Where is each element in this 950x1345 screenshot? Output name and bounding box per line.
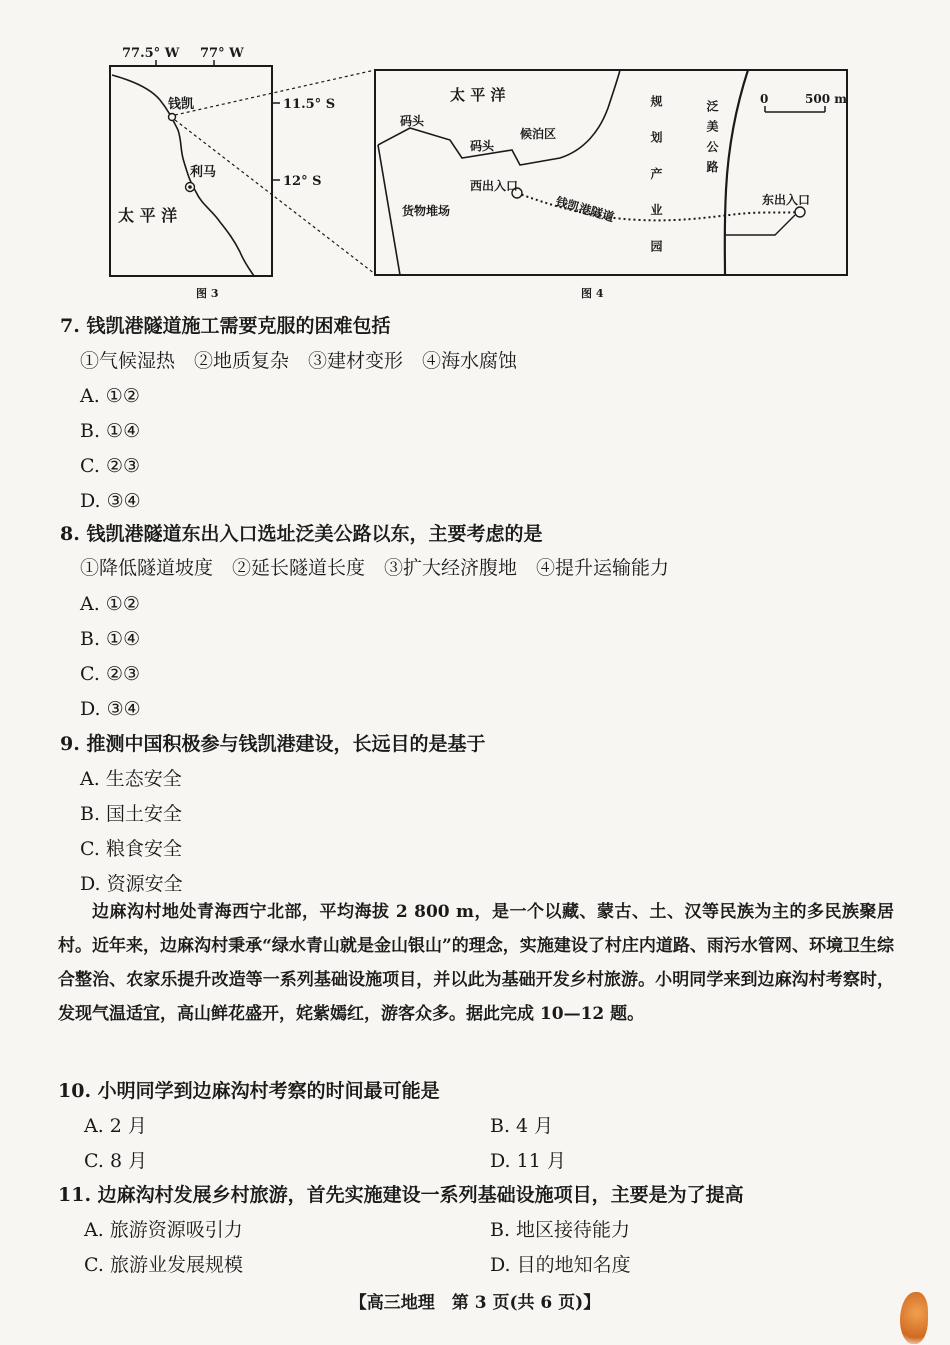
wharf-label-1: 码头 — [400, 114, 425, 128]
q8-option-d: D. ③④ — [80, 698, 141, 720]
lat-label-1: 11.5° S — [283, 97, 336, 112]
q11-stem: 11. 边麻沟村发展乡村旅游，首先实施建设一系列基础设施项目，主要是为了提高 — [58, 1184, 744, 1206]
q8-option-c: C. ②③ — [80, 663, 141, 685]
scale-zero: 0 — [760, 92, 769, 106]
place-lima: 利马 — [190, 165, 217, 180]
q9-option-c: C. 粮食安全 — [80, 838, 182, 860]
figure4-caption: 图 4 — [581, 287, 604, 300]
q7-stem: 7. 钱凯港隧道施工需要克服的困难包括 — [60, 315, 391, 337]
tunnel-label: 钱凯港隧道 — [554, 194, 616, 225]
page-stain — [900, 1292, 928, 1344]
q9-option-a: A. 生态安全 — [80, 768, 182, 790]
wharf-label-2: 码头 — [470, 139, 495, 153]
q7-option-b: B. ①④ — [80, 420, 141, 442]
q8-stem: 8. 钱凯港隧道东出入口选址泛美公路以东，主要考虑的是 — [60, 523, 543, 545]
page-footer: 【高三地理 第 3 页(共 6 页)】 — [349, 1293, 601, 1313]
east-entrance-label: 东出入口 — [762, 193, 811, 207]
qianqai-marker — [169, 114, 176, 121]
cargo-yard-label: 货物堆场 — [402, 204, 451, 218]
q9-option-d: D. 资源安全 — [80, 873, 183, 895]
q7-option-d: D. ③④ — [80, 490, 141, 512]
q10-option-a: A. 2 月 — [84, 1115, 147, 1137]
q7-option-c: C. ②③ — [80, 455, 141, 477]
industrial-park-label: 规 划 产 业 园 — [649, 95, 663, 262]
q10-option-d: D. 11 月 — [490, 1150, 566, 1172]
lat-label-2: 12° S — [283, 174, 322, 189]
lon-label-1: 77.5° W — [122, 46, 180, 61]
q10-option-b: B. 4 月 — [490, 1115, 554, 1137]
q11-option-a: A. 旅游资源吸引力 — [84, 1219, 243, 1241]
q11-option-c: C. 旅游业发展规模 — [84, 1254, 243, 1276]
highway-label: 泛 美 公 路 — [705, 100, 719, 175]
figures — [0, 0, 950, 305]
q10-stem: 10. 小明同学到边麻沟村考察的时间最可能是 — [58, 1080, 440, 1102]
q7-items: ①气候湿热 ②地质复杂 ③建材变形 ④海水腐蚀 — [80, 350, 518, 372]
q11-option-b: B. 地区接待能力 — [490, 1219, 631, 1241]
west-entrance-label: 西出入口 — [470, 179, 519, 193]
figure3-ocean-label: 太 平 洋 — [118, 206, 178, 225]
passage-text: 边麻沟村地处青海西宁北部，平均海拔 2 800 m，是一个以藏、蒙古、土、汉等民族为主的多民族聚居村。近年来，边麻沟村秉承“绿水青山就是金山银山”的理念，实施建设了村庄内道路、雨污水管网、环境卫生综合整治、农家乐提升改造等一系列基础设施项目，并以此为基础开发乡村旅游。小明同学来到边麻沟村考察时，发现气温适宜，高山鲜花盛开，姹紫嫣红，游客众多。据此完成 10—12 题。 — [58, 902, 894, 1024]
q11-option-d: D. 目的地知名度 — [490, 1254, 631, 1276]
place-qiankai: 钱凯 — [168, 97, 195, 112]
anchorage-label: 候泊区 — [520, 127, 557, 141]
q9-stem: 9. 推测中国积极参与钱凯港建设，长远目的是基于 — [60, 733, 486, 755]
lon-label-2: 77° W — [200, 46, 244, 61]
east-entrance-marker — [795, 207, 805, 217]
scale-bar — [760, 92, 847, 112]
scale-label: 500 m — [805, 92, 847, 106]
figure4-ocean-label: 太 平 洋 — [450, 86, 506, 104]
highway-line — [725, 70, 748, 275]
q8-option-b: B. ①④ — [80, 628, 141, 650]
figure3-caption: 图 3 — [196, 287, 219, 300]
figure-3 — [110, 46, 335, 300]
q8-items: ①降低隧道坡度 ②延长隧道长度 ③扩大经济腹地 ④提升运输能力 — [80, 557, 670, 579]
passage — [58, 895, 894, 1031]
q8-option-a: A. ①② — [80, 593, 140, 615]
q10-option-c: C. 8 月 — [84, 1150, 148, 1172]
q9-option-b: B. 国土安全 — [80, 803, 183, 825]
figure-4 — [375, 70, 847, 300]
q7-option-a: A. ①② — [80, 385, 140, 407]
